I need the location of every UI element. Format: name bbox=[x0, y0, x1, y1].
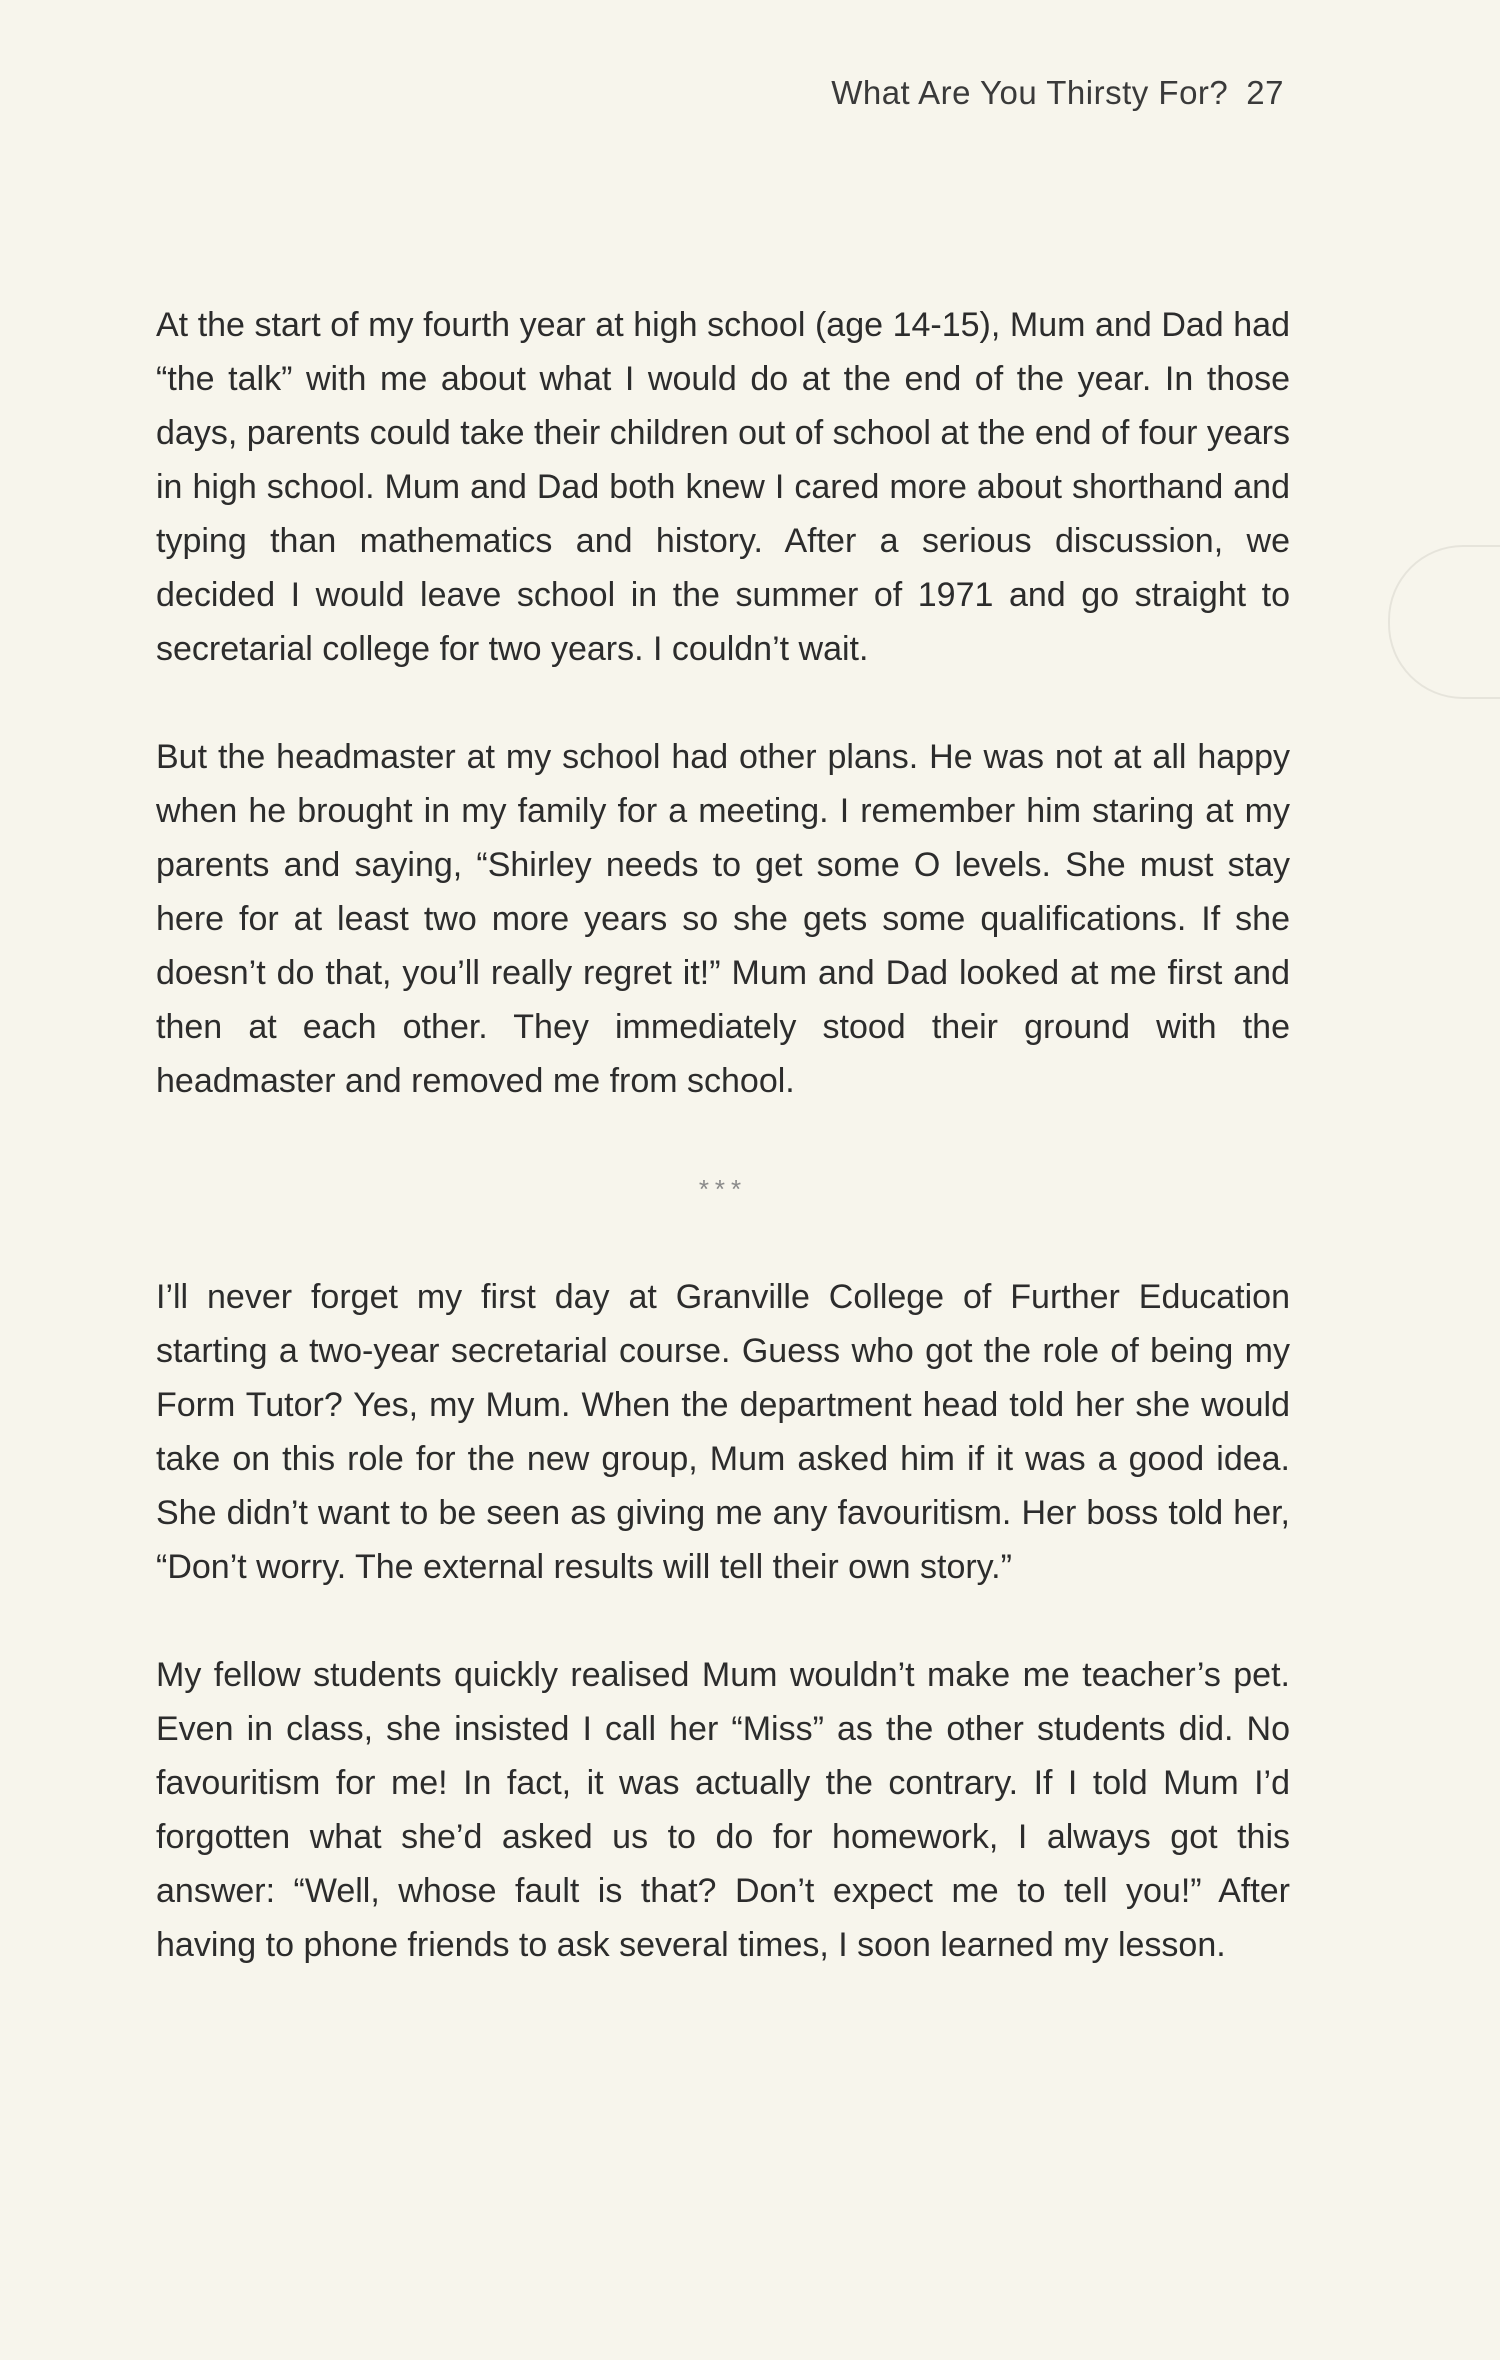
paragraph-4: My fellow students quickly realised Mum wouldn’t make me teacher’s pet. Even in class, she insisted I call her “Miss” as the other students did. No favouritism for me! In fact, it was actually the contrary. If I told Mum I’d forgotten what she’d asked us to do for homework, I always got this answer: “Well, whose fault is that? Don’t expect me to tell you!” After having to phone friends to ask several times, I soon learned my lesson. bbox=[156, 1656, 1290, 1964]
paragraph-3: I’ll never forget my first day at Granville College of Further Education starting a two-year secretarial course. Guess who got the role of being my Form Tutor? Yes, my Mum. When the department head told her she would take on this role for the new group, Mum asked him if it was a good idea. She didn’t want to be seen as giving me any favouritism. Her boss told her, “Don’t worry. The external results will tell their own story.” bbox=[156, 1278, 1290, 1586]
page-number: 27 bbox=[1246, 74, 1284, 111]
running-title: What Are You Thirsty For? bbox=[831, 74, 1229, 111]
paragraph-2: But the headmaster at my school had other plans. He was not at all happy when he brought in my family for a meeting. I remember him staring at my parents and saying, “Shirley needs to get some O levels. She must stay here for at least two more years so she gets some qualifications. If she doesn’t do that, you’ll really regret it!” Mum and Dad looked at me first and then at each other. They immediately stood their ground with the headmaster and removed me from school. bbox=[156, 738, 1290, 1100]
running-header bbox=[831, 74, 1284, 112]
scene-break: *** bbox=[698, 1174, 748, 1204]
binder-ring-mark bbox=[1388, 545, 1500, 699]
paragraph-1: At the start of my fourth year at high school (age 14-15), Mum and Dad had “the talk” with me about what I would do at the end of the year. In those days, parents could take their children out of school at the end of four years in high school. Mum and Dad both knew I cared more about shorthand and typing than mathematics and history. After a serious discussion, we decided I would leave school in the summer of 1971 and go straight to secretarial college for two years. I couldn’t wait. bbox=[156, 306, 1291, 668]
body-text bbox=[156, 298, 1290, 1972]
